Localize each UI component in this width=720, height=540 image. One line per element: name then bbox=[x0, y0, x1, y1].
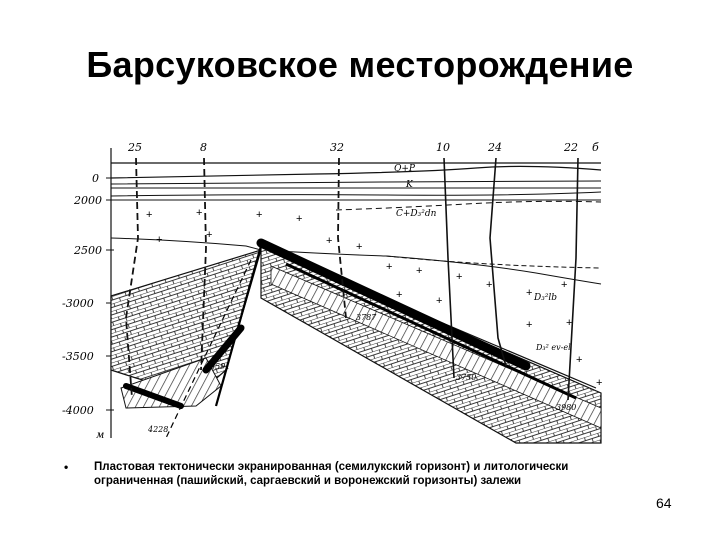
svg-text:+: + bbox=[561, 279, 568, 291]
svg-text:+: + bbox=[566, 317, 573, 329]
surface-layers bbox=[111, 163, 601, 210]
formation-label: D₃² ev-el bbox=[536, 343, 571, 352]
svg-text:+: + bbox=[356, 241, 363, 253]
depth-label: -3500 bbox=[62, 350, 94, 363]
formation-label: Q+P bbox=[394, 164, 415, 174]
depth-label: 0 bbox=[92, 172, 99, 185]
depth-label: -3000 bbox=[62, 297, 94, 310]
well-label: 8 bbox=[200, 141, 207, 154]
svg-text:+: + bbox=[256, 209, 263, 221]
depth-label: 2500 bbox=[74, 244, 102, 257]
formation-label: C+D₃²dn bbox=[396, 209, 437, 219]
well-label: 25 bbox=[128, 141, 142, 154]
depth-label: 2000 bbox=[74, 194, 102, 207]
svg-text:+: + bbox=[436, 295, 443, 307]
well-label: 24 bbox=[488, 141, 502, 154]
svg-text:+: + bbox=[296, 213, 303, 225]
page-number: 64 bbox=[656, 495, 672, 511]
depth-reading: 3591 bbox=[210, 362, 231, 371]
bullet-text: Пластовая тектонически экранированная (семилукский горизонт) и литологически ограниченная (пашийский, саргаевский и воронежский горизонты) залежи bbox=[94, 461, 569, 487]
svg-text:+: + bbox=[196, 207, 203, 219]
svg-text:+: + bbox=[416, 265, 423, 277]
depth-reading: 3750 bbox=[456, 373, 477, 382]
formation-label: K bbox=[406, 180, 413, 190]
depth-reading: 4228 bbox=[148, 425, 169, 434]
bullet-marker: • bbox=[64, 460, 69, 474]
depth-label: -4000 bbox=[62, 404, 94, 417]
slide-title: Барсуковское месторождение bbox=[86, 44, 634, 85]
depth-reading: 3980 bbox=[556, 403, 577, 412]
depth-reading: 3787 bbox=[356, 313, 377, 322]
svg-text:+: + bbox=[326, 235, 333, 247]
svg-text:+: + bbox=[526, 319, 533, 331]
svg-text:+: + bbox=[596, 377, 603, 389]
section-edge-label: б bbox=[592, 141, 599, 154]
well-label: 22 bbox=[564, 141, 578, 154]
svg-text:+: + bbox=[156, 234, 163, 246]
depth-axis bbox=[62, 148, 114, 441]
svg-text:+: + bbox=[386, 261, 393, 273]
formation-label: D₃²lb bbox=[534, 293, 558, 303]
svg-text:+: + bbox=[396, 289, 403, 301]
well-label: 32 bbox=[330, 141, 344, 154]
svg-text:+: + bbox=[576, 354, 583, 366]
well-label: 10 bbox=[436, 141, 450, 154]
svg-text:+: + bbox=[526, 287, 533, 299]
svg-text:+: + bbox=[456, 271, 463, 283]
svg-text:+: + bbox=[486, 279, 493, 291]
svg-text:+: + bbox=[206, 229, 213, 241]
svg-text:+: + bbox=[146, 209, 153, 221]
geological-cross-section bbox=[56, 138, 616, 448]
depth-unit: м bbox=[96, 430, 105, 441]
